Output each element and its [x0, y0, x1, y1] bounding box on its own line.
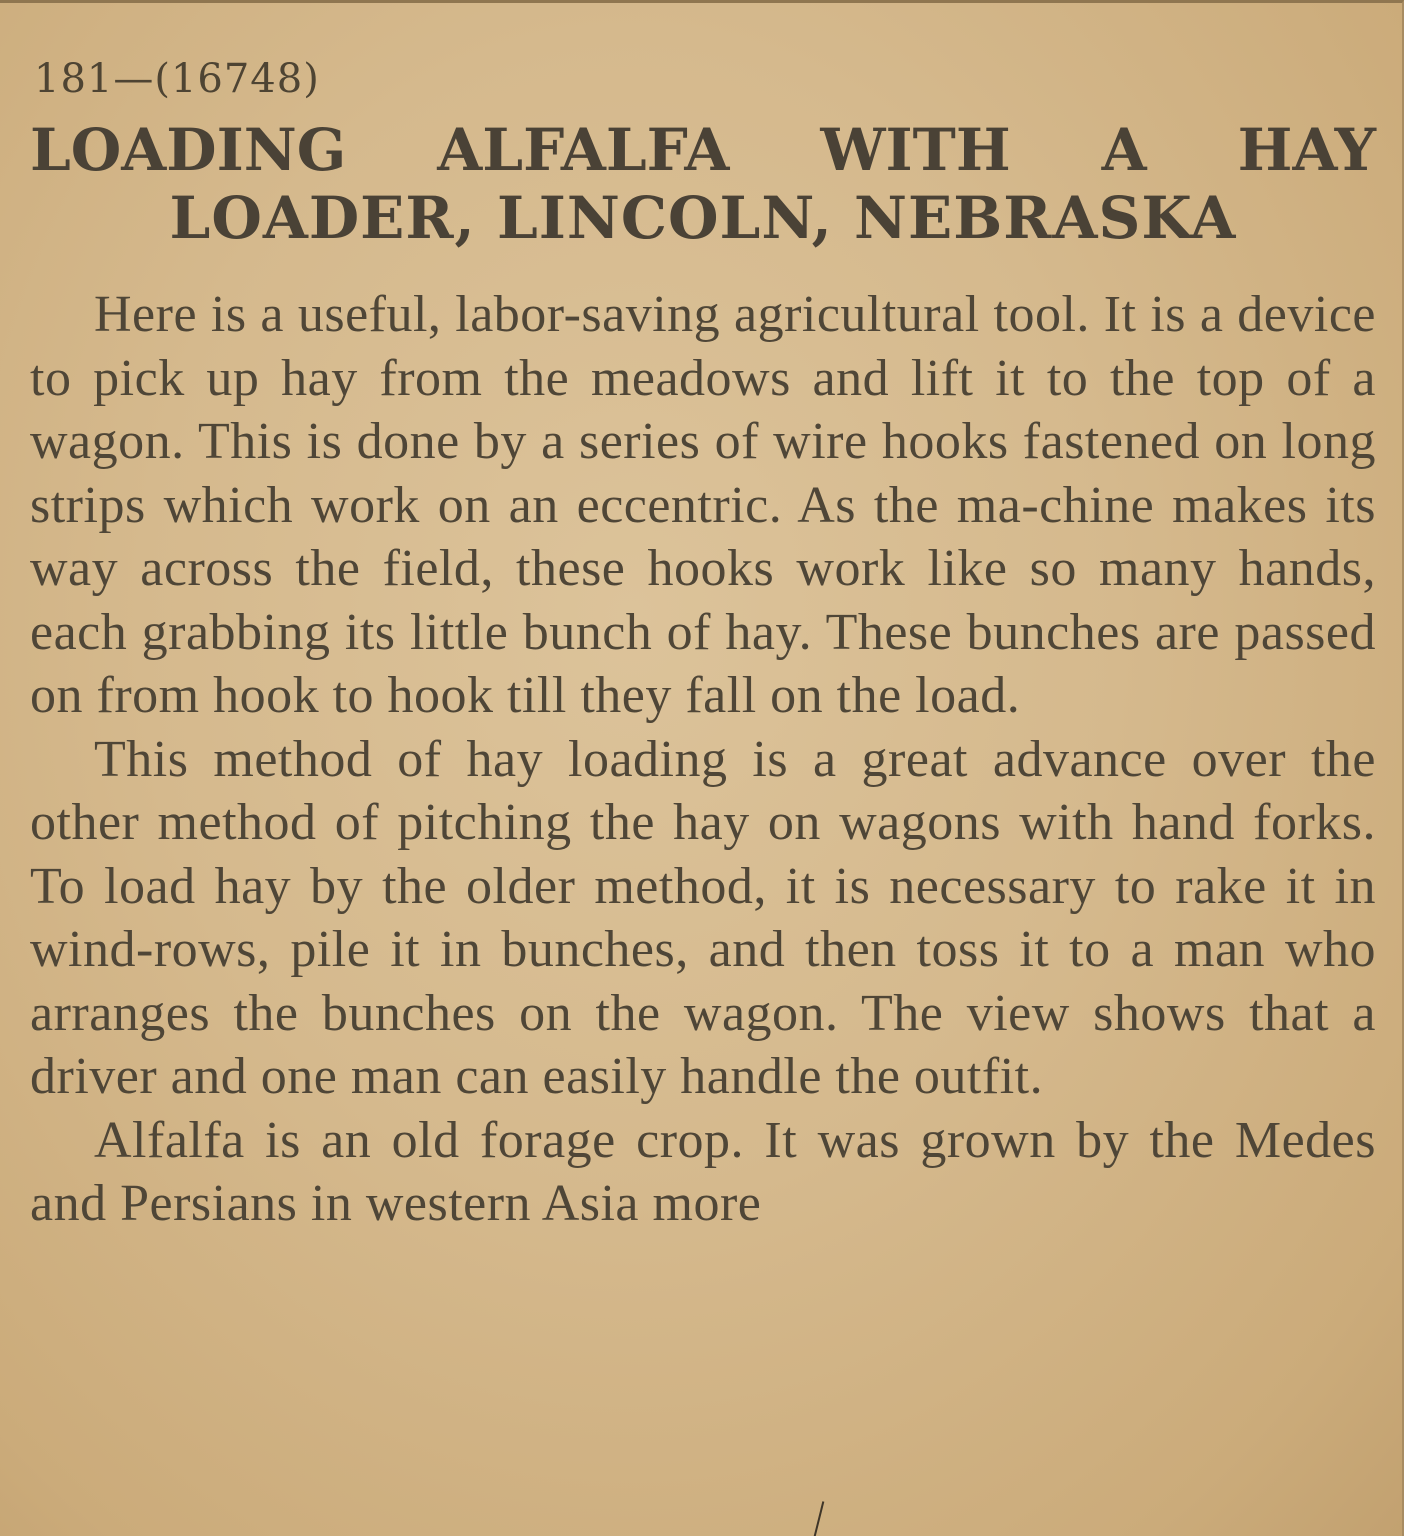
title-line-2: LOADER, LINCOLN, NEBRASKA	[169, 184, 1237, 252]
pencil-mark	[814, 1501, 825, 1536]
title-word: LOADING	[30, 116, 347, 184]
paragraph-1: Here is a useful, labor-saving agricultural tool. It is a device to pick up hay from the meadows and lift it to the top of a wagon. This is done by a series of wire hooks fastened on long strips which work on an eccentric. As the ma-chine makes its way across the field, these hooks work like so many hands, each grabbing its little bunch of hay. These bunches are passed on from hook to hook till they fall on the load.	[30, 286, 1376, 724]
title-word: A	[1101, 116, 1147, 184]
title-word: ALFALFA	[437, 116, 730, 184]
paragraph-2: This method of hay loading is a great advance over the other method of pitching the hay on wagons with hand forks. To load hay by the older method, it is necessary to rake it in wind-rows, pile it in bunches, and then toss it to a man who arranges the bunches on the wagon. The view shows that a driver and one man can easily handle the outfit.	[30, 730, 1376, 1105]
paragraph-3: Alfalfa is an old forage crop. It was grown by the Medes and Persians in western Asia more	[30, 1111, 1376, 1232]
title-word: HAY	[1237, 116, 1376, 184]
title-line-1	[30, 116, 1376, 184]
catalog-number: 181—(16748)	[34, 56, 320, 102]
description-body	[30, 283, 1376, 1236]
title-word: WITH	[820, 116, 1011, 184]
